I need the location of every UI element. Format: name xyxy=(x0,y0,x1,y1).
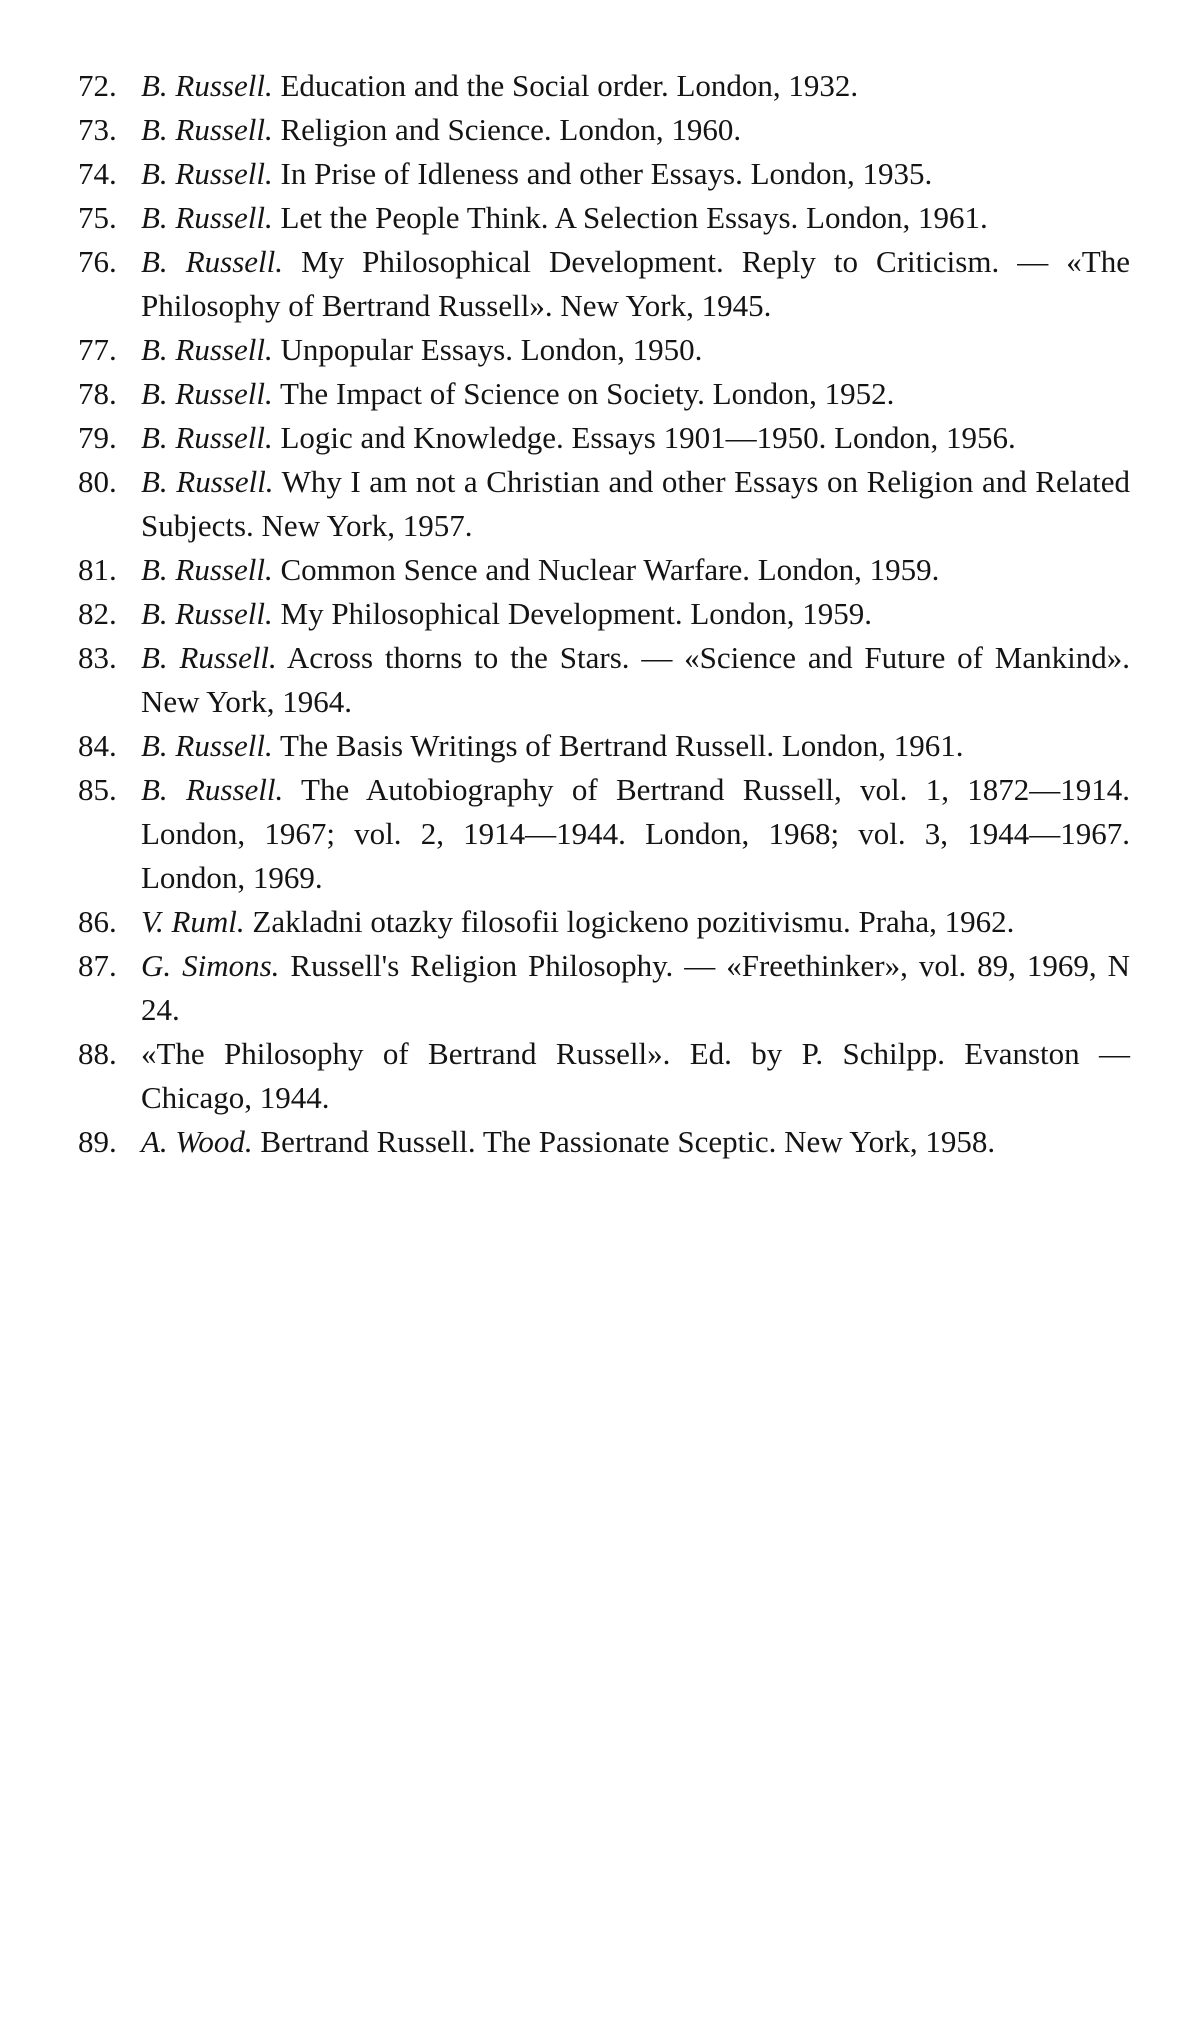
entry-number: 81. xyxy=(78,552,117,587)
entry-author: V. Ruml. xyxy=(141,904,245,939)
entry-text: In Prise of Idleness and other Essays. London, 1935. xyxy=(280,156,933,191)
entry-number: 86. xyxy=(78,904,117,939)
bibliography-entry xyxy=(78,548,1130,592)
entry-number: 77. xyxy=(78,332,117,367)
bibliography-entry xyxy=(78,724,1130,768)
bibliography-entry xyxy=(78,900,1130,944)
bibliography-entry xyxy=(78,944,1130,1032)
entry-author: B. Russell. xyxy=(141,332,273,367)
entry-author: A. Wood. xyxy=(141,1124,253,1159)
entry-text: Bertrand Russell. The Passionate Sceptic. New York, 1958. xyxy=(260,1124,996,1159)
entry-text: Religion and Science. London, 1960. xyxy=(280,112,742,147)
entry-number: 87. xyxy=(78,948,117,983)
entry-text: Across thorns to the Stars. — «Science and Future of Mankind». New York, 1964. xyxy=(141,640,1130,719)
bibliography-entry xyxy=(78,1120,1130,1164)
entry-text: My Philosophical Development. Reply to Criticism. — «The Philosophy of Bertrand Russell». New York, 1945. xyxy=(141,244,1130,323)
entry-text: Let the People Think. A Selection Essays. London, 1961. xyxy=(280,200,988,235)
entry-number: 84. xyxy=(78,728,117,763)
bibliography-entry xyxy=(78,592,1130,636)
entry-text: Education and the Social order. London, 1932. xyxy=(280,68,859,103)
entry-text: Zakladni otazky filosofii logickeno pozitivismu. Praha, 1962. xyxy=(252,904,1015,939)
entry-author: B. Russell. xyxy=(141,376,273,411)
entry-text: Russell's Religion Philosophy. — «Freethinker», vol. 89, 1969, N 24. xyxy=(141,948,1130,1027)
bibliography-entry xyxy=(78,108,1130,152)
bibliography-entry xyxy=(78,1032,1130,1120)
entry-number: 83. xyxy=(78,640,117,675)
entry-author: B. Russell. xyxy=(141,640,277,675)
bibliography-entry xyxy=(78,196,1130,240)
entry-text: The Basis Writings of Bertrand Russell. London, 1961. xyxy=(279,728,964,763)
entry-text: Unpopular Essays. London, 1950. xyxy=(280,332,703,367)
entry-author: B. Russell. xyxy=(141,200,273,235)
entry-number: 74. xyxy=(78,156,117,191)
bibliography-entry xyxy=(78,328,1130,372)
entry-author: B. Russell. xyxy=(141,244,284,279)
entry-text: The Impact of Science on Society. London, 1952. xyxy=(279,376,895,411)
bibliography-list xyxy=(78,64,1130,1164)
entry-author: B. Russell. xyxy=(141,552,273,587)
entry-author: B. Russell. xyxy=(141,68,273,103)
entry-author: B. Russell. xyxy=(141,156,273,191)
bibliography-entry xyxy=(78,416,1130,460)
entry-text: The Autobiography of Bertrand Russell, vol. 1, 1872—1914. London, 1967; vol. 2, 1914—1944. London, 1968; vol. 3, 1944—1967. London, 1969. xyxy=(141,772,1130,895)
bibliography-entry xyxy=(78,460,1130,548)
entry-author: B. Russell. xyxy=(141,728,273,763)
entry-author: B. Russell. xyxy=(141,112,273,147)
bibliography-entry xyxy=(78,636,1130,724)
entry-number: 79. xyxy=(78,420,117,455)
entry-number: 82. xyxy=(78,596,117,631)
bibliography-entry xyxy=(78,240,1130,328)
entry-number: 72. xyxy=(78,68,117,103)
bibliography-entry xyxy=(78,372,1130,416)
entry-text: Logic and Knowledge. Essays 1901—1950. London, 1956. xyxy=(280,420,1016,455)
entry-number: 89. xyxy=(78,1124,117,1159)
entry-text: Why I am not a Christian and other Essays on Religion and Related Subjects. New York, 1957. xyxy=(141,464,1130,543)
entry-number: 88. xyxy=(78,1036,117,1071)
entry-text: My Philosophical Development. London, 1959. xyxy=(280,596,873,631)
entry-number: 80. xyxy=(78,464,117,499)
bibliography-entry xyxy=(78,768,1130,900)
entry-number: 73. xyxy=(78,112,117,147)
entry-text: «The Philosophy of Bertrand Russell». Ed. by P. Schilpp. Evanston — Chicago, 1944. xyxy=(141,1036,1130,1115)
entry-number: 78. xyxy=(78,376,117,411)
bibliography-entry xyxy=(78,64,1130,108)
entry-author: B. Russell. xyxy=(141,420,273,455)
bibliography-entry xyxy=(78,152,1130,196)
entry-text: Common Sence and Nuclear Warfare. London, 1959. xyxy=(280,552,940,587)
entry-author: B. Russell. xyxy=(141,596,273,631)
entry-author: B. Russell. xyxy=(141,772,284,807)
entry-author: G. Simons. xyxy=(141,948,280,983)
entry-number: 76. xyxy=(78,244,117,279)
entry-number: 75. xyxy=(78,200,117,235)
entry-author: B. Russell. xyxy=(141,464,274,499)
entry-number: 85. xyxy=(78,772,117,807)
